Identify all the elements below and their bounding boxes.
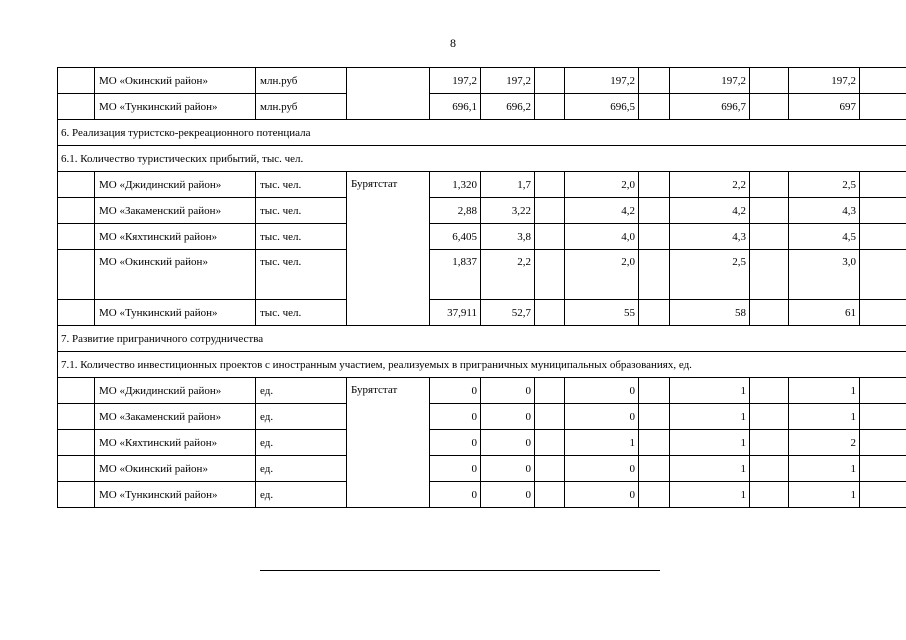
value-cell: 1 — [789, 482, 860, 508]
value-cell — [639, 94, 670, 120]
value-cell: 1 — [789, 456, 860, 482]
unit-cell: ед. — [256, 456, 347, 482]
value-cell — [860, 68, 906, 94]
value-cell — [860, 300, 906, 326]
value-cell — [639, 172, 670, 198]
value-cell: 2 — [789, 430, 860, 456]
section-row — [58, 120, 906, 146]
table-row — [58, 456, 906, 482]
value-cell: 61 — [789, 300, 860, 326]
value-cell — [750, 224, 789, 250]
value-cell — [639, 300, 670, 326]
value-cell: 1,7 — [481, 172, 535, 198]
footer-line — [260, 570, 660, 571]
indicators-table — [57, 67, 906, 508]
value-cell: 696,7 — [670, 94, 750, 120]
value-cell: 0 — [565, 482, 639, 508]
district-name-cell: МО «Закаменский район» — [95, 404, 256, 430]
source-cell — [347, 68, 430, 120]
value-cell: 2,5 — [789, 172, 860, 198]
value-cell: 0 — [481, 378, 535, 404]
row-number-cell — [58, 198, 95, 224]
value-cell — [750, 172, 789, 198]
row-number-cell — [58, 68, 95, 94]
value-cell: 1 — [670, 404, 750, 430]
value-cell: 1 — [670, 482, 750, 508]
value-cell — [535, 300, 565, 326]
value-cell: 0 — [481, 456, 535, 482]
value-cell: 58 — [670, 300, 750, 326]
row-number-cell — [58, 300, 95, 326]
value-cell: 0 — [565, 404, 639, 430]
value-cell: 0 — [481, 482, 535, 508]
value-cell — [535, 224, 565, 250]
value-cell — [535, 456, 565, 482]
value-cell: 2,2 — [670, 172, 750, 198]
table-row — [58, 68, 906, 94]
value-cell: 696,2 — [481, 94, 535, 120]
unit-cell: ед. — [256, 430, 347, 456]
row-number-cell — [58, 404, 95, 430]
value-cell — [860, 198, 906, 224]
district-name-cell: МО «Окинский район» — [95, 456, 256, 482]
value-cell — [750, 456, 789, 482]
unit-cell: млн.руб — [256, 94, 347, 120]
row-number-cell — [58, 456, 95, 482]
value-cell: 0 — [565, 456, 639, 482]
value-cell — [639, 224, 670, 250]
row-number-cell — [58, 250, 95, 300]
table-row — [58, 172, 906, 198]
value-cell: 0 — [430, 430, 481, 456]
value-cell: 0 — [565, 378, 639, 404]
unit-cell: ед. — [256, 378, 347, 404]
value-cell — [750, 198, 789, 224]
value-cell — [535, 94, 565, 120]
value-cell — [639, 456, 670, 482]
value-cell: 0 — [481, 430, 535, 456]
district-name-cell: МО «Окинский район» — [95, 68, 256, 94]
value-cell — [639, 404, 670, 430]
district-name-cell: МО «Окинский район» — [95, 250, 256, 300]
value-cell — [750, 300, 789, 326]
value-cell — [750, 482, 789, 508]
page-number: 8 — [450, 36, 456, 50]
section-row — [58, 352, 906, 378]
value-cell: 2,0 — [565, 250, 639, 300]
value-cell: 4,2 — [565, 198, 639, 224]
section-row — [58, 146, 906, 172]
value-cell: 2,5 — [670, 250, 750, 300]
value-cell: 4,5 — [789, 224, 860, 250]
value-cell: 4,3 — [670, 224, 750, 250]
value-cell: 37,911 — [430, 300, 481, 326]
value-cell — [860, 482, 906, 508]
value-cell: 0 — [430, 456, 481, 482]
value-cell — [639, 378, 670, 404]
district-name-cell: МО «Кяхтинский район» — [95, 224, 256, 250]
value-cell — [639, 250, 670, 300]
row-number-cell — [58, 430, 95, 456]
value-cell: 2,0 — [565, 172, 639, 198]
value-cell — [750, 430, 789, 456]
value-cell — [535, 482, 565, 508]
section-subtitle: 6.1. Количество туристических прибытий, тыс. чел. — [58, 146, 906, 172]
value-cell — [860, 404, 906, 430]
value-cell — [860, 250, 906, 300]
value-cell — [750, 250, 789, 300]
value-cell: 2,88 — [430, 198, 481, 224]
value-cell: 0 — [481, 404, 535, 430]
row-number-cell — [58, 224, 95, 250]
value-cell: 1 — [670, 430, 750, 456]
value-cell — [750, 378, 789, 404]
value-cell: 197,2 — [481, 68, 535, 94]
value-cell: 0 — [430, 378, 481, 404]
section-title: 6. Реализация туристско-рекреационного потенциала — [58, 120, 906, 146]
value-cell: 4,2 — [670, 198, 750, 224]
source-cell: Бурятстат — [347, 172, 430, 326]
source-cell: Бурятстат — [347, 378, 430, 508]
value-cell: 1 — [670, 378, 750, 404]
table-row — [58, 198, 906, 224]
value-cell — [535, 250, 565, 300]
district-name-cell: МО «Джидинский район» — [95, 378, 256, 404]
district-name-cell: МО «Тункинский район» — [95, 300, 256, 326]
unit-cell: млн.руб — [256, 68, 347, 94]
value-cell: 6,405 — [430, 224, 481, 250]
value-cell: 3,8 — [481, 224, 535, 250]
value-cell — [535, 198, 565, 224]
value-cell: 2,2 — [481, 250, 535, 300]
table-row — [58, 482, 906, 508]
value-cell: 1 — [565, 430, 639, 456]
value-cell — [535, 172, 565, 198]
table-row — [58, 378, 906, 404]
value-cell: 4,3 — [789, 198, 860, 224]
value-cell — [639, 482, 670, 508]
value-cell: 1 — [789, 378, 860, 404]
value-cell: 4,0 — [565, 224, 639, 250]
value-cell — [639, 198, 670, 224]
table-row — [58, 430, 906, 456]
value-cell — [860, 94, 906, 120]
table-row — [58, 250, 906, 300]
table-row — [58, 404, 906, 430]
unit-cell: тыс. чел. — [256, 224, 347, 250]
value-cell: 696,5 — [565, 94, 639, 120]
value-cell: 696,1 — [430, 94, 481, 120]
row-number-cell — [58, 378, 95, 404]
value-cell: 1 — [789, 404, 860, 430]
value-cell — [750, 94, 789, 120]
value-cell: 3,22 — [481, 198, 535, 224]
value-cell — [750, 404, 789, 430]
value-cell — [860, 456, 906, 482]
district-name-cell: МО «Тункинский район» — [95, 482, 256, 508]
value-cell: 197,2 — [789, 68, 860, 94]
value-cell: 0 — [430, 482, 481, 508]
value-cell — [639, 430, 670, 456]
value-cell — [535, 404, 565, 430]
value-cell: 52,7 — [481, 300, 535, 326]
row-number-cell — [58, 172, 95, 198]
value-cell — [860, 378, 906, 404]
section-subtitle: 7.1. Количество инвестиционных проектов с иностранным участием, реализуемых в приграничных муниципальных образованиях, ед. — [58, 352, 906, 378]
value-cell — [535, 430, 565, 456]
unit-cell: тыс. чел. — [256, 198, 347, 224]
value-cell: 3,0 — [789, 250, 860, 300]
value-cell: 197,2 — [670, 68, 750, 94]
value-cell: 1 — [670, 456, 750, 482]
table-row — [58, 94, 906, 120]
row-number-cell — [58, 94, 95, 120]
value-cell: 1,320 — [430, 172, 481, 198]
value-cell: 697 — [789, 94, 860, 120]
value-cell — [860, 172, 906, 198]
unit-cell: тыс. чел. — [256, 172, 347, 198]
value-cell — [860, 224, 906, 250]
value-cell — [639, 68, 670, 94]
section-row — [58, 326, 906, 352]
table-row — [58, 224, 906, 250]
district-name-cell: МО «Закаменский район» — [95, 198, 256, 224]
row-number-cell — [58, 482, 95, 508]
district-name-cell: МО «Тункинский район» — [95, 94, 256, 120]
table-row — [58, 300, 906, 326]
unit-cell: тыс. чел. — [256, 300, 347, 326]
value-cell: 0 — [430, 404, 481, 430]
unit-cell: ед. — [256, 482, 347, 508]
unit-cell: тыс. чел. — [256, 250, 347, 300]
value-cell — [750, 68, 789, 94]
district-name-cell: МО «Кяхтинский район» — [95, 430, 256, 456]
unit-cell: ед. — [256, 404, 347, 430]
value-cell — [535, 378, 565, 404]
value-cell — [535, 68, 565, 94]
section-title: 7. Развитие приграничного сотрудничества — [58, 326, 906, 352]
value-cell: 197,2 — [565, 68, 639, 94]
value-cell: 55 — [565, 300, 639, 326]
district-name-cell: МО «Джидинский район» — [95, 172, 256, 198]
value-cell — [860, 430, 906, 456]
value-cell: 1,837 — [430, 250, 481, 300]
value-cell: 197,2 — [430, 68, 481, 94]
